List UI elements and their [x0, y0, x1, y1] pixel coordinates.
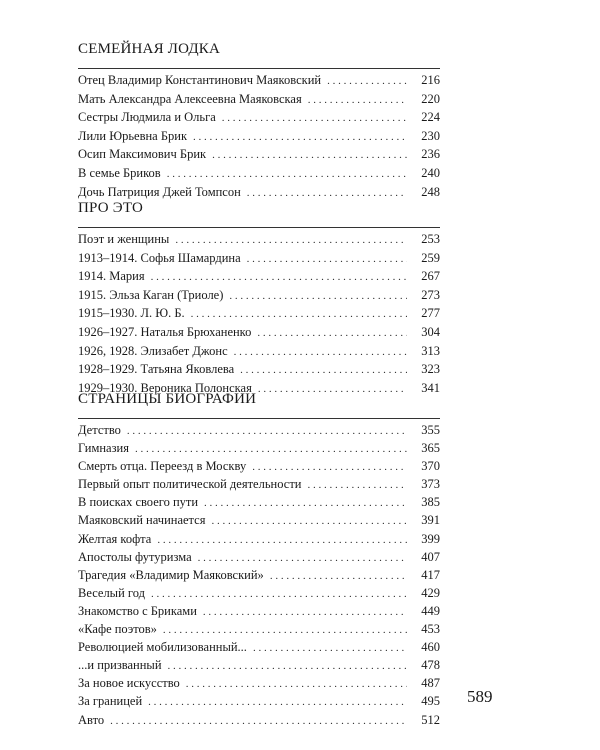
entry-page-number: 224 [421, 110, 440, 125]
dot-leader [127, 422, 407, 440]
toc-entry [78, 304, 440, 323]
entry-title: Маяковский начинается [78, 513, 206, 528]
toc-entry [78, 108, 440, 127]
dot-leader [168, 657, 407, 675]
section-rule [78, 418, 440, 419]
dot-leader [163, 621, 407, 639]
dot-leader [229, 287, 407, 306]
toc-section-biography-pages [78, 389, 440, 729]
toc-entry [78, 342, 440, 361]
toc-entry [78, 692, 440, 710]
entry-title: Желтая кофта [78, 531, 152, 546]
entry-list [78, 421, 440, 729]
dot-leader [151, 268, 407, 287]
dot-leader [234, 343, 407, 362]
dot-leader [135, 440, 407, 458]
entry-title: Знакомство с Бриками [78, 603, 197, 618]
toc-entry [78, 711, 440, 729]
entry-page-number: 230 [421, 128, 440, 143]
entry-page-number: 429 [421, 585, 440, 600]
entry-title: Осип Максимович Брик [78, 147, 207, 162]
entry-page-number: 495 [421, 694, 440, 709]
dot-leader [222, 109, 407, 128]
toc-entry [78, 90, 440, 109]
toc-entry [78, 493, 440, 511]
entry-page-number: 460 [421, 640, 440, 655]
dot-leader [110, 712, 407, 730]
entry-title: В поисках своего пути [78, 495, 199, 510]
toc-entry [78, 602, 440, 620]
entry-title: Детство [78, 423, 121, 437]
toc-entry [78, 475, 440, 493]
toc-entry [78, 584, 440, 602]
entry-page-number: 407 [421, 549, 440, 564]
dot-leader [151, 585, 407, 603]
entry-title: Трагедия «Владимир Маяковский» [78, 567, 264, 582]
entry-title: Сестры Людмила и Ольга [78, 110, 216, 125]
entry-title: Смерть отца. Переезд в Москву [78, 459, 247, 474]
section-rule [78, 68, 440, 69]
entry-page-number: 391 [421, 513, 440, 528]
section-title: СТРАНИЦЫ БИОГРАФИИ [78, 391, 257, 407]
toc-entry [78, 674, 440, 692]
entry-page-number: 323 [421, 362, 440, 377]
entry-page-number: 267 [421, 269, 440, 284]
entry-list [78, 71, 440, 201]
toc-entry [78, 457, 440, 475]
dot-leader [247, 250, 407, 269]
entry-page-number: 341 [421, 380, 440, 395]
dot-leader [193, 128, 407, 147]
entry-page-number: 487 [421, 676, 440, 691]
dot-leader [308, 91, 407, 110]
dot-leader [211, 512, 407, 530]
entry-page-number: 373 [421, 477, 440, 492]
entry-title: 1913–1914. Софья Шамардина [78, 250, 241, 265]
toc-entry [78, 530, 440, 548]
entry-title: 1915–1930. Л. Ю. Б. [78, 306, 185, 321]
dot-leader [204, 494, 407, 512]
toc-entry [78, 421, 440, 439]
entry-title: Веселый год [78, 585, 145, 600]
toc-entry [78, 286, 440, 305]
entry-title: Гимназия [78, 441, 129, 456]
entry-title: ...и призванный [78, 658, 162, 673]
dot-leader [167, 165, 407, 184]
dot-leader [253, 639, 407, 657]
toc-entry [78, 439, 440, 457]
entry-title: 1914. Мария [78, 269, 145, 284]
dot-leader [252, 458, 407, 476]
entry-list [78, 230, 440, 397]
toc-section-pro-eto [78, 198, 440, 397]
entry-page-number: 304 [421, 324, 440, 339]
entry-page-number: 273 [421, 287, 440, 302]
entry-title: «Кафе поэтов» [78, 622, 157, 637]
entry-page-number: 248 [421, 184, 440, 199]
toc-entry [78, 620, 440, 638]
dot-leader [257, 324, 407, 343]
entry-page-number: 385 [421, 495, 440, 510]
page-number: 589 [467, 687, 493, 706]
entry-title: Революцией мобилизованный... [78, 640, 247, 655]
entry-title: 1926–1927. Наталья Брюханенко [78, 324, 252, 339]
entry-page-number: 313 [421, 343, 440, 358]
toc-entry [78, 71, 440, 90]
entry-page-number: 236 [421, 147, 440, 162]
dot-leader [157, 531, 407, 549]
entry-page-number: 478 [421, 658, 440, 673]
dot-leader [186, 675, 407, 693]
toc-entry [78, 164, 440, 183]
section-title: ПРО ЭТО [78, 200, 144, 216]
entry-title: Мать Александра Алексеевна Маяковская [78, 91, 302, 106]
dot-leader [148, 693, 407, 711]
toc-entry [78, 511, 440, 529]
dot-leader [175, 231, 407, 250]
entry-page-number: 220 [421, 91, 440, 106]
entry-page-number: 253 [421, 232, 440, 246]
dot-leader [240, 361, 407, 380]
dot-leader [307, 476, 407, 494]
toc-entry [78, 656, 440, 674]
entry-title: Авто [78, 712, 105, 727]
dot-leader [198, 549, 407, 567]
entry-title: 1915. Эльза Каган (Триоле) [78, 287, 224, 302]
toc-entry [78, 638, 440, 656]
section-rule [78, 227, 440, 228]
entry-title: Апостолы футуризма [78, 549, 192, 564]
toc-section-family-boat [78, 39, 440, 201]
entry-title: Первый опыт политической деятельности [78, 477, 302, 492]
entry-title: Дочь Патриция Джей Томпсон [78, 184, 241, 199]
toc-entry [78, 360, 440, 379]
dot-leader [212, 146, 407, 165]
entry-title: За новое искусство [78, 676, 180, 691]
entry-page-number: 399 [421, 531, 440, 546]
entry-page-number: 370 [421, 459, 440, 474]
entry-page-number: 240 [421, 165, 440, 180]
toc-entry [78, 267, 440, 286]
dot-leader [203, 603, 407, 621]
toc-entry [78, 566, 440, 584]
entry-title: 1926, 1928. Элизабет Джонс [78, 343, 228, 358]
entry-page-number: 512 [421, 712, 440, 727]
entry-page-number: 216 [421, 73, 440, 87]
entry-title: Отец Владимир Константинович Маяковский [78, 73, 322, 87]
toc-entry [78, 230, 440, 249]
entry-title: В семье Бриков [78, 165, 161, 180]
entry-page-number: 417 [421, 567, 440, 582]
dot-leader [191, 305, 407, 324]
entry-page-number: 453 [421, 622, 440, 637]
entry-title: 1928–1929. Татьяна Яковлева [78, 362, 235, 377]
toc-entry [78, 145, 440, 164]
section-title: СЕМЕЙНАЯ ЛОДКА [78, 41, 221, 57]
entry-page-number: 259 [421, 250, 440, 265]
entry-page-number: 365 [421, 441, 440, 456]
dot-leader [327, 72, 407, 91]
entry-title: Поэт и женщины [78, 232, 170, 246]
toc-entry [78, 548, 440, 566]
toc-entry [78, 249, 440, 268]
dot-leader [270, 567, 407, 585]
entry-page-number: 449 [421, 603, 440, 618]
entry-title: 1929–1930. Вероника Полонская [78, 380, 252, 395]
toc-entry [78, 323, 440, 342]
entry-page-number: 277 [421, 306, 440, 321]
toc-entry [78, 127, 440, 146]
entry-title: Лили Юрьевна Брик [78, 128, 188, 143]
entry-page-number: 355 [421, 423, 440, 437]
entry-title: За границей [78, 694, 143, 709]
